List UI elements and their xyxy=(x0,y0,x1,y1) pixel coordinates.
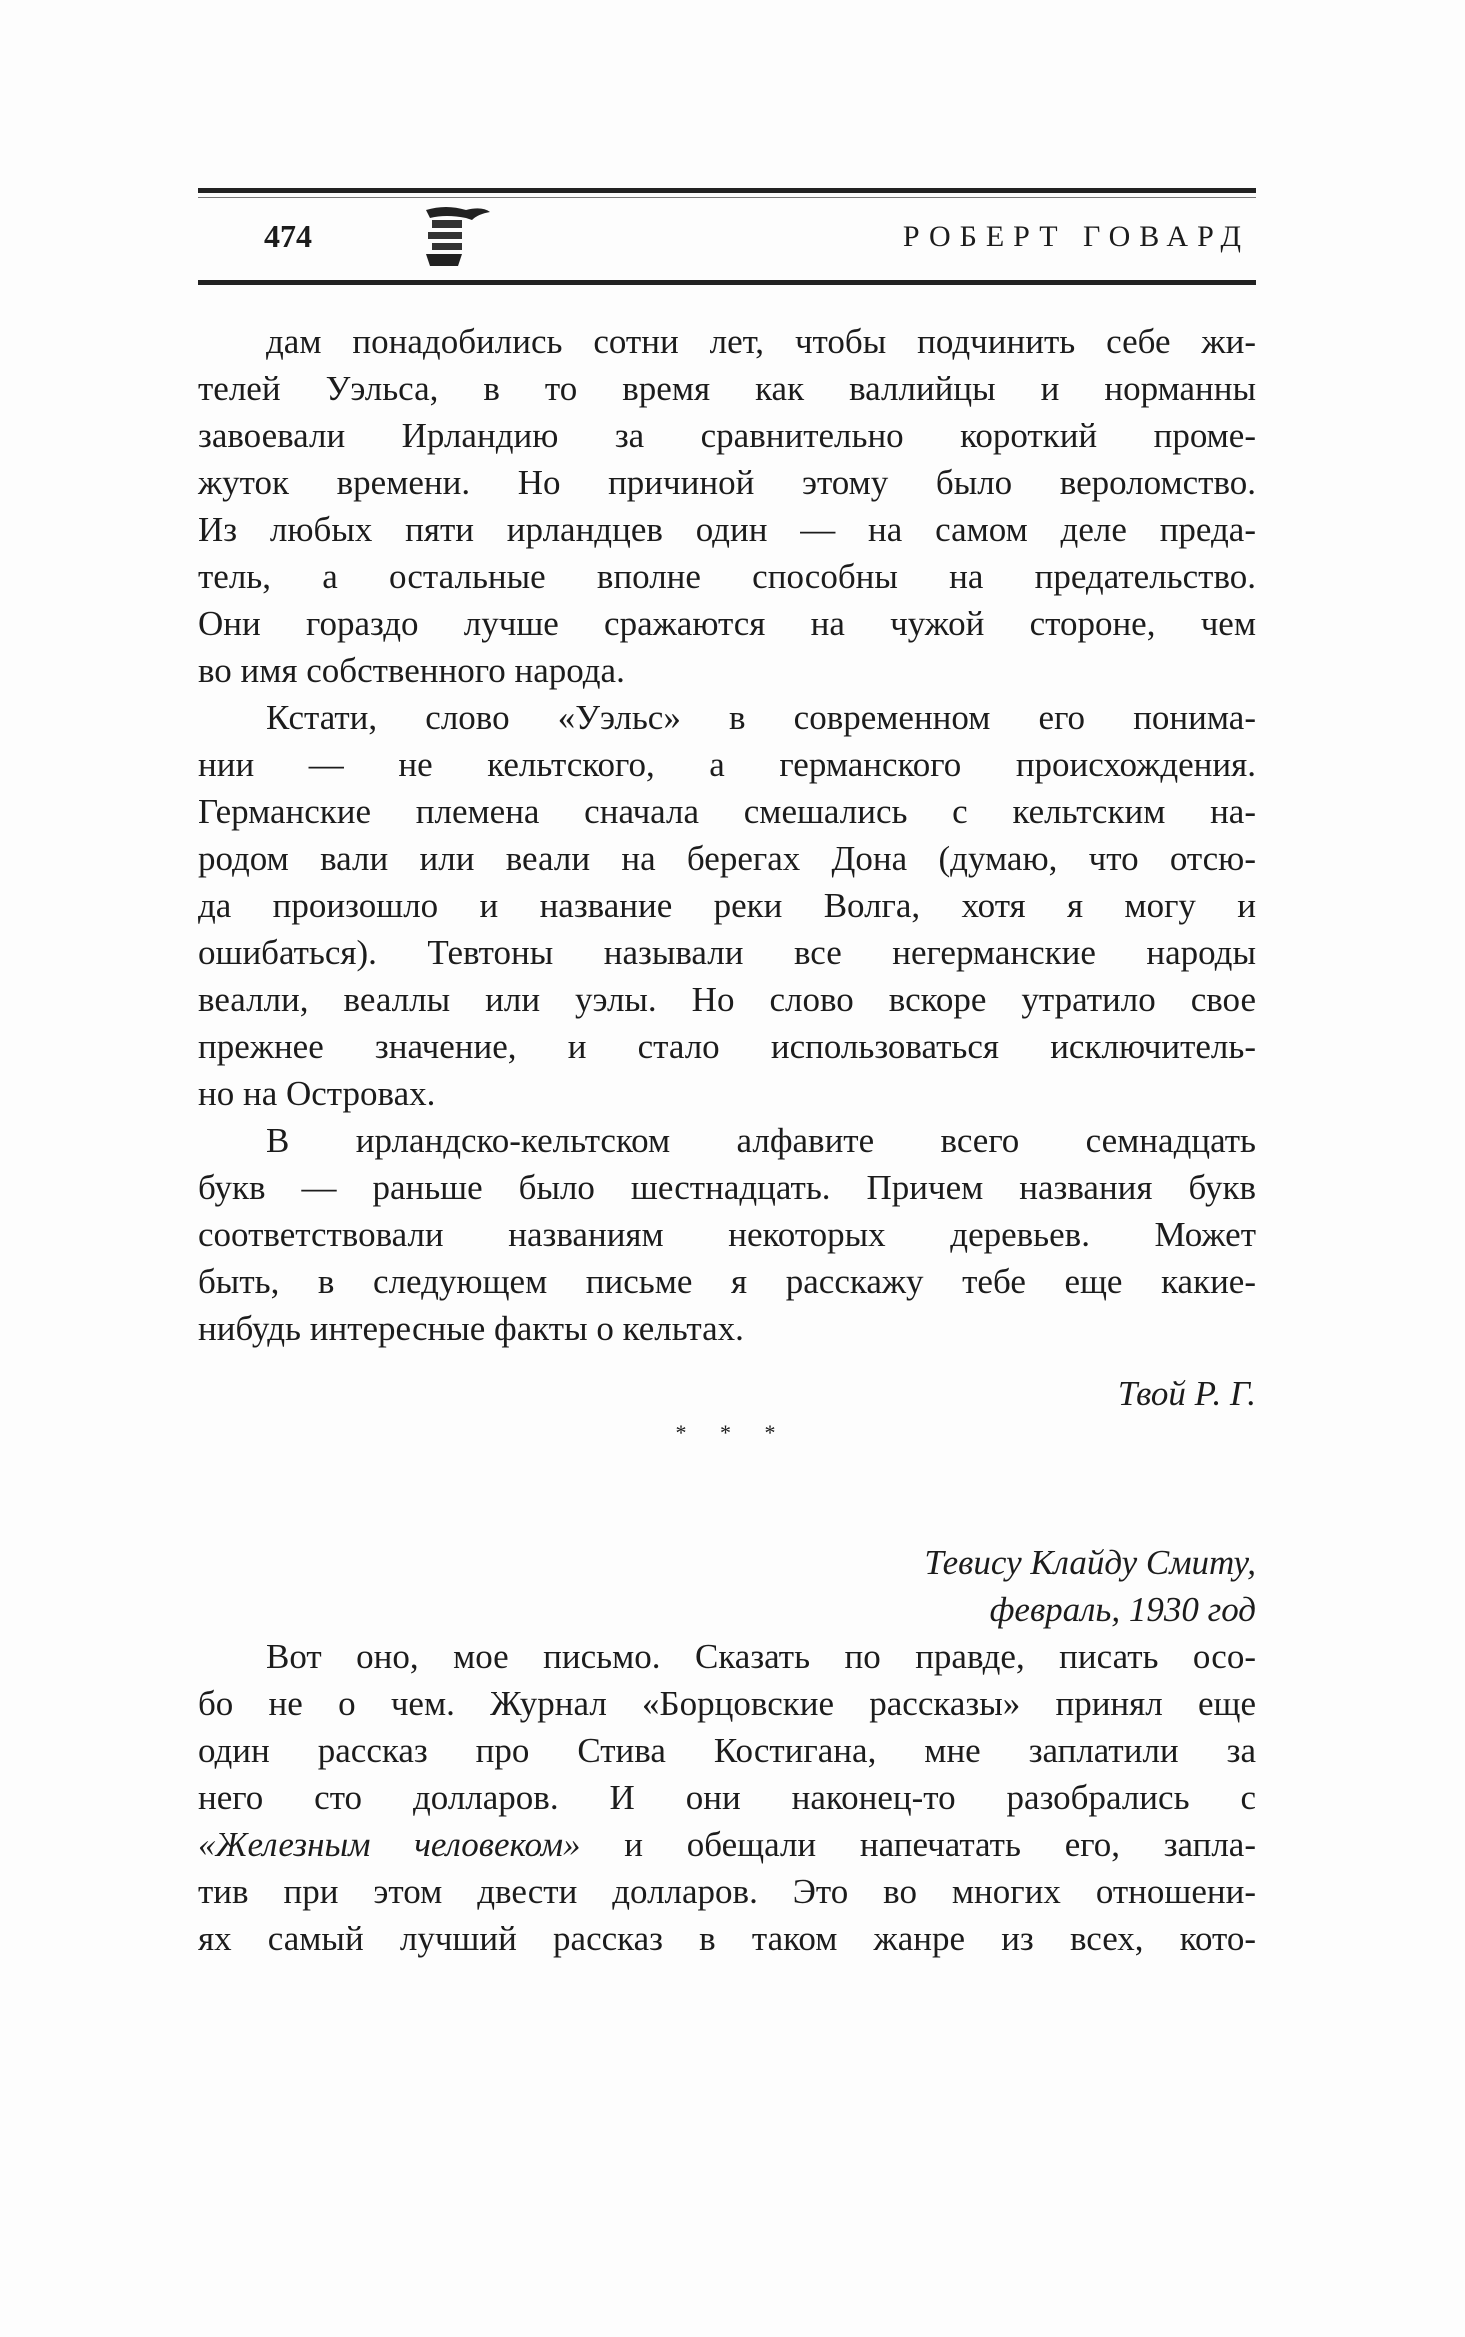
text-line: тель, а остальные вполне способны на предательство. xyxy=(198,557,1256,596)
text-line: букв — раньше было шестнадцать. Причем названия букв xyxy=(198,1168,1256,1207)
text-line: бо не о чем. Журнал «Борцовские рассказы» принял еще xyxy=(198,1684,1256,1723)
text-line: Вот оно, мое письмо. Сказать по правде, писать осо- xyxy=(266,1637,1256,1676)
page-number: 474 xyxy=(264,218,312,254)
text-line: ошибаться). Тевтоны называли все негерманские народы xyxy=(198,933,1256,972)
text-line: тив при этом двести долларов. Это во многих отношени- xyxy=(198,1872,1256,1911)
paragraph-1 xyxy=(198,318,1256,694)
story-title: «Железным человеком» xyxy=(198,1825,581,1864)
text-line: быть, в следующем письме я расскажу тебе еще какие- xyxy=(198,1262,1256,1301)
text-line: соответствовали названиям некоторых деревьев. Может xyxy=(198,1215,1256,1254)
text-line: Из любых пяти ирландцев один — на самом деле преда- xyxy=(198,510,1256,549)
text-line: дам понадобились сотни лет, чтобы подчинить себе жи- xyxy=(266,322,1256,361)
paragraph-3 xyxy=(198,1117,1256,1352)
text-line: родом вали или веали на берегах Дона (думаю, что отсю- xyxy=(198,839,1256,878)
text-line: завоевали Ирландию за сравнительно короткий проме- xyxy=(198,416,1256,455)
text-line: Кстати, слово «Уэльс» в современном его понима- xyxy=(266,698,1256,737)
text-line: один рассказ про Стива Костигана, мне заплатили за xyxy=(198,1731,1256,1770)
text-line: жуток времени. Но причиной этому было вероломство. xyxy=(198,463,1256,502)
text-line: В ирландско-кельтском алфавите всего семнадцать xyxy=(266,1121,1256,1160)
paragraph-2 xyxy=(198,694,1256,1117)
text-line: веалли, веаллы или уэлы. Но слово вскоре утратило свое xyxy=(198,980,1256,1019)
text-line: но на Островах. xyxy=(198,1074,436,1113)
letter-address xyxy=(198,1539,1256,1633)
address-recipient: Тевису Клайду Смиту, xyxy=(924,1543,1256,1582)
text-line: нии — не кельтского, а германского происхождения. xyxy=(198,745,1256,784)
text-line: во имя собственного народа. xyxy=(198,651,625,690)
header-top-rule xyxy=(198,188,1256,193)
text-line: прежнее значение, и стало использоваться исключитель- xyxy=(198,1027,1256,1066)
letter-line-title xyxy=(198,1821,1256,1868)
text-line: него сто долларов. И они наконец-то разобрались с xyxy=(198,1778,1256,1817)
running-header xyxy=(198,218,1256,268)
letter-body xyxy=(198,1633,1256,1962)
text-line: нибудь интересные факты о кельтах. xyxy=(198,1309,744,1348)
text-line: да произошло и название реки Волга, хотя я могу и xyxy=(198,886,1256,925)
text-line: Германские племена сначала смешались с кельтским на- xyxy=(198,792,1256,831)
text-after-title: и обещали напечатать его, запла- xyxy=(580,1825,1256,1864)
ornament-icon xyxy=(416,204,496,270)
section-separator: * * * xyxy=(675,1420,790,1445)
address-date: февраль, 1930 год xyxy=(989,1590,1256,1629)
text-line: телей Уэльса, в то время как валлийцы и норманны xyxy=(198,369,1256,408)
text-line: ях самый лучший рассказ в таком жанре из всех, кото- xyxy=(198,1919,1256,1958)
running-title: РОБЕРТ ГОВАРД xyxy=(902,220,1250,253)
text-line: Они гораздо лучше сражаются на чужой стороне, чем xyxy=(198,604,1256,643)
header-bottom-rule xyxy=(198,280,1256,285)
signature: Твой Р. Г. xyxy=(1117,1374,1256,1413)
header-top-thin-rule xyxy=(198,197,1256,198)
